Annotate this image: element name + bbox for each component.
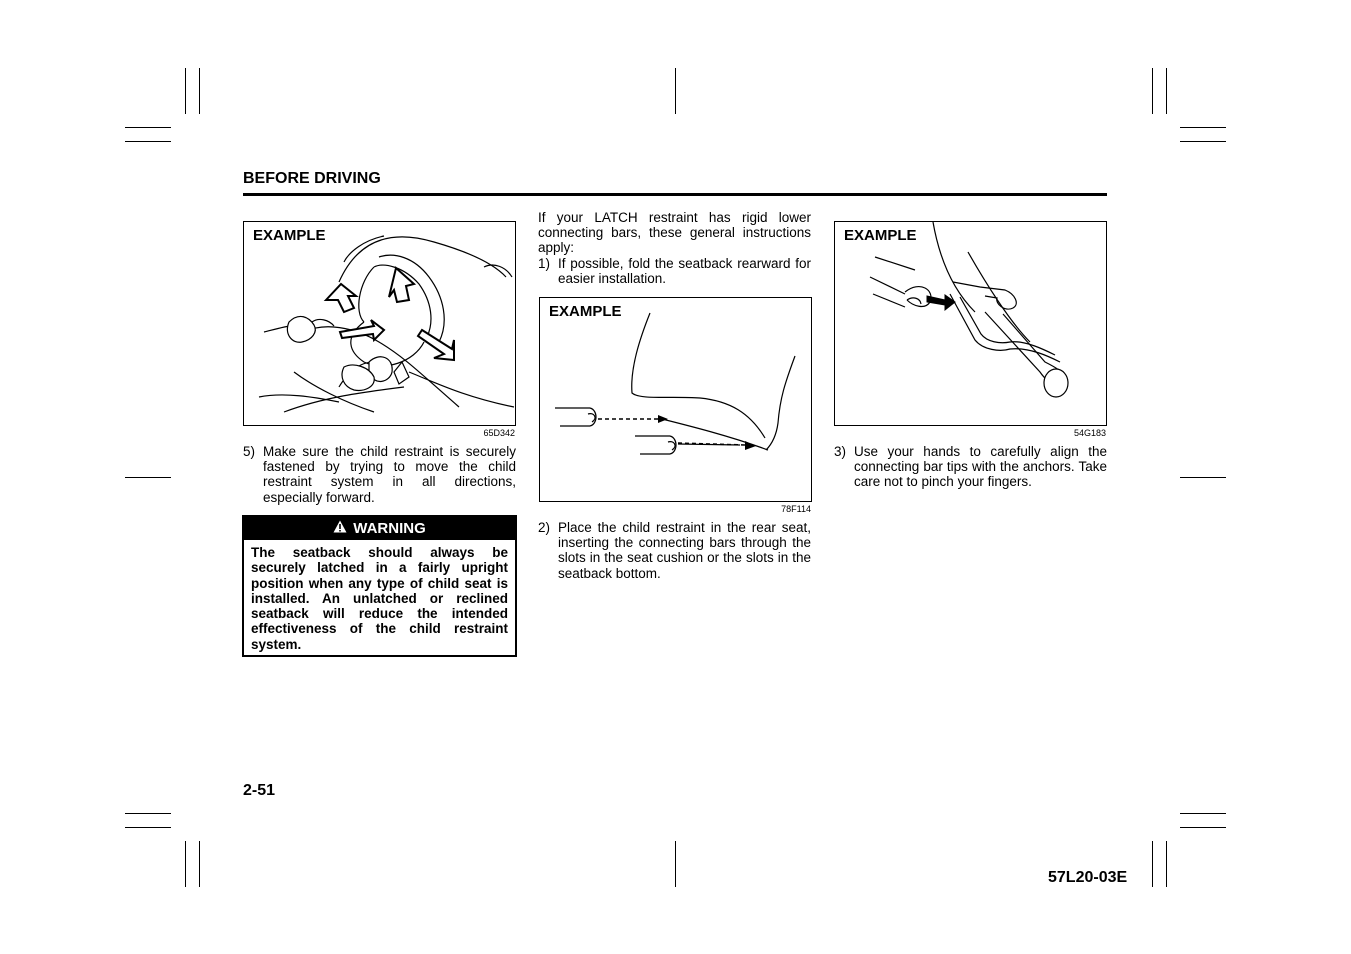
figure-label: EXAMPLE <box>253 227 326 244</box>
crop-mark <box>1180 477 1226 478</box>
instruction-step-5 <box>243 444 516 506</box>
crop-mark <box>1166 68 1167 114</box>
header-rule <box>243 193 1107 196</box>
crop-mark <box>1166 841 1167 887</box>
crop-mark <box>125 141 171 142</box>
crop-mark <box>1152 841 1153 887</box>
crop-mark <box>1180 127 1226 128</box>
warning-header <box>244 517 515 540</box>
align-bar-tips-illustration <box>835 222 1106 425</box>
step-number: 1) <box>538 256 551 271</box>
step-text: Use your hands to carefully align the connecting bar tips with the anchors. Take care not to pinch your fingers. <box>854 444 1107 490</box>
crop-mark <box>125 813 171 814</box>
crop-mark <box>1180 141 1226 142</box>
connecting-bars-illustration <box>540 298 811 501</box>
figure-label: EXAMPLE <box>549 303 622 320</box>
step-text: If possible, fold the seatback rearward for easier installation. <box>558 256 811 287</box>
instruction-step-1 <box>538 256 811 288</box>
section-title: BEFORE DRIVING <box>243 170 381 187</box>
crop-mark <box>125 827 171 828</box>
figure-code: 54G183 <box>1073 428 1106 438</box>
figure-label: EXAMPLE <box>844 227 917 244</box>
instruction-step-2 <box>538 520 811 582</box>
warning-title: WARNING <box>353 520 426 537</box>
step-text: Place the child restraint in the rear seat, inserting the connecting bars through the slots in the seat cushion or the slots in the seatback bottom. <box>558 520 811 581</box>
warning-text: The seatback should always be securely latched in a fairly upright position when any type of child seat is installed. An unlatched or reclined seatback will reduce the intended effectiveness of the child restraint system. <box>251 545 508 652</box>
child-seat-illustration <box>244 222 515 425</box>
step-number: 5) <box>243 444 256 459</box>
crop-mark <box>125 477 171 478</box>
figure-code: 65D342 <box>483 428 515 438</box>
crop-mark <box>199 68 200 114</box>
crop-mark <box>185 841 186 887</box>
latch-intro: If your LATCH restraint has rigid lower connecting bars, these general instructions apply: <box>538 210 811 256</box>
step-number: 3) <box>834 444 847 459</box>
crop-mark <box>1180 813 1226 814</box>
step-text: Make sure the child restraint is securely fastened by trying to move the child restraint system in all directions, especially forward. <box>263 444 516 505</box>
crop-mark <box>1152 68 1153 114</box>
instruction-step-3 <box>834 444 1107 490</box>
figure-code: 78F114 <box>781 504 811 514</box>
warning-triangle-icon <box>333 520 347 537</box>
crop-mark <box>1180 827 1226 828</box>
figure-align-bar-tips <box>834 221 1107 438</box>
warning-box <box>242 515 517 657</box>
page-number: 2-51 <box>243 782 276 799</box>
crop-mark <box>675 841 676 887</box>
figure-child-seat-check <box>243 221 516 438</box>
crop-mark <box>675 68 676 114</box>
step-number: 2) <box>538 520 551 535</box>
document-code: 57L20-03E <box>1048 869 1128 886</box>
crop-mark <box>185 68 186 114</box>
crop-mark <box>199 841 200 887</box>
figure-connecting-bars <box>539 297 812 514</box>
crop-mark <box>125 127 171 128</box>
